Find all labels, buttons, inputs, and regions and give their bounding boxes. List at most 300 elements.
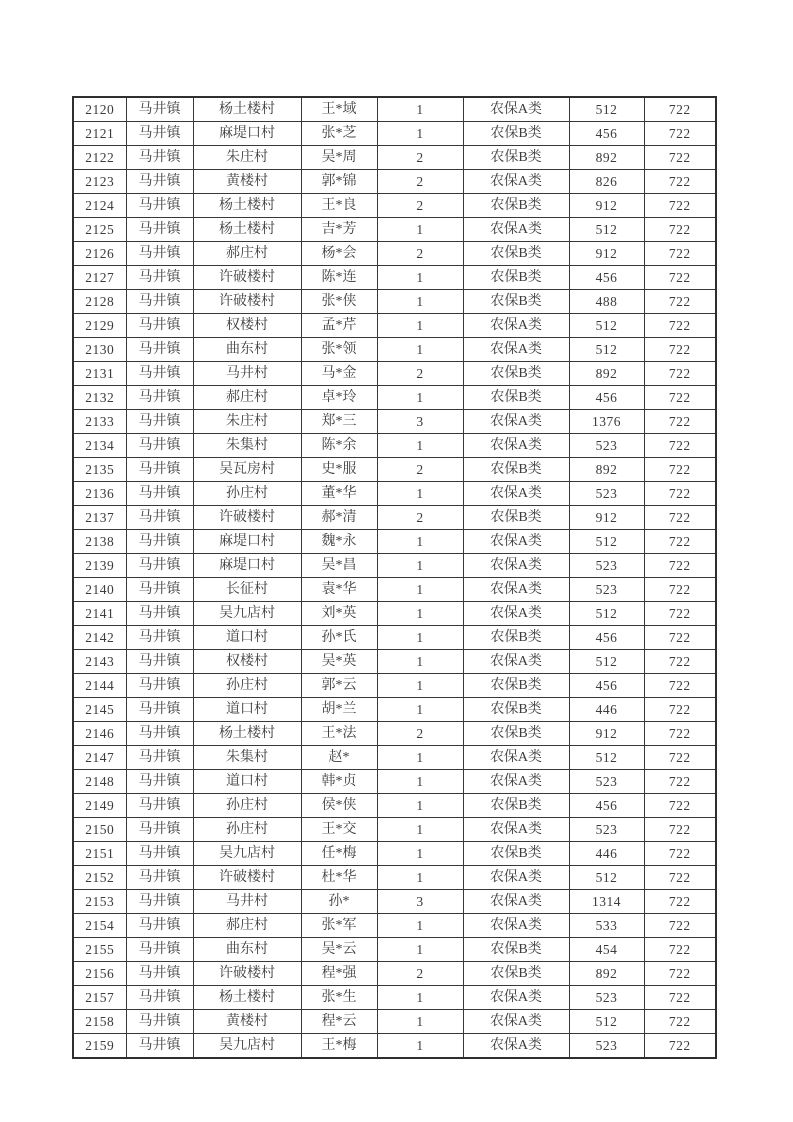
table-row	[73, 194, 716, 218]
table-cell: 1	[377, 818, 463, 842]
table-cell: 马井镇	[126, 266, 193, 290]
table-row	[73, 242, 716, 266]
table-cell: 张*芝	[301, 122, 377, 146]
table-cell: 722	[644, 482, 716, 506]
table-cell: 722	[644, 266, 716, 290]
table-cell: 722	[644, 434, 716, 458]
table-cell: 1	[377, 386, 463, 410]
table-cell: 史*服	[301, 458, 377, 482]
table-cell: 1	[377, 578, 463, 602]
table-cell: 农保A类	[463, 482, 569, 506]
table-row	[73, 674, 716, 698]
table-cell: 吴*昌	[301, 554, 377, 578]
table-cell: 722	[644, 938, 716, 962]
table-cell: 1	[377, 746, 463, 770]
table-cell: 孟*芹	[301, 314, 377, 338]
table-cell: 722	[644, 770, 716, 794]
table-cell: 2	[377, 194, 463, 218]
table-cell: 1	[377, 842, 463, 866]
table-cell: 农保B类	[463, 290, 569, 314]
table-cell: 孙庄村	[193, 818, 301, 842]
table-cell: 2	[377, 722, 463, 746]
table-cell: 2	[377, 962, 463, 986]
table-cell: 2132	[73, 386, 126, 410]
table-cell: 道口村	[193, 626, 301, 650]
table-cell: 1	[377, 266, 463, 290]
table-cell: 农保A类	[463, 530, 569, 554]
table-cell: 892	[569, 458, 644, 482]
table-cell: 454	[569, 938, 644, 962]
table-cell: 1314	[569, 890, 644, 914]
table-cell: 许破楼村	[193, 962, 301, 986]
table-cell: 农保A类	[463, 914, 569, 938]
table-row	[73, 986, 716, 1010]
table-cell: 2141	[73, 602, 126, 626]
table-cell: 农保A类	[463, 434, 569, 458]
table-cell: 许破楼村	[193, 290, 301, 314]
table-cell: 2146	[73, 722, 126, 746]
table-cell: 1	[377, 482, 463, 506]
table-cell: 农保B类	[463, 842, 569, 866]
table-cell: 马井镇	[126, 794, 193, 818]
table-cell: 446	[569, 698, 644, 722]
table-cell: 马井镇	[126, 146, 193, 170]
table-cell: 郭*锦	[301, 170, 377, 194]
table-row	[73, 97, 716, 122]
table-cell: 农保A类	[463, 554, 569, 578]
table-row	[73, 290, 716, 314]
table-cell: 2125	[73, 218, 126, 242]
table-cell: 卓*玲	[301, 386, 377, 410]
table-cell: 马井镇	[126, 986, 193, 1010]
table-row	[73, 218, 716, 242]
table-cell: 马井镇	[126, 218, 193, 242]
table-cell: 722	[644, 914, 716, 938]
table-row	[73, 266, 716, 290]
table-cell: 王*梅	[301, 1034, 377, 1059]
table-cell: 523	[569, 986, 644, 1010]
table-cell: 2157	[73, 986, 126, 1010]
table-cell: 1	[377, 986, 463, 1010]
table-cell: 2145	[73, 698, 126, 722]
table-cell: 王*良	[301, 194, 377, 218]
table-cell: 512	[569, 218, 644, 242]
table-cell: 2127	[73, 266, 126, 290]
table-cell: 吴*英	[301, 650, 377, 674]
table-cell: 2121	[73, 122, 126, 146]
table-cell: 2129	[73, 314, 126, 338]
table-cell: 512	[569, 97, 644, 122]
table-cell: 马井镇	[126, 410, 193, 434]
table-cell: 1	[377, 674, 463, 698]
table-cell: 446	[569, 842, 644, 866]
table-cell: 马井镇	[126, 698, 193, 722]
table-cell: 2	[377, 458, 463, 482]
table-row	[73, 146, 716, 170]
table-cell: 722	[644, 410, 716, 434]
table-cell: 722	[644, 986, 716, 1010]
table-cell: 农保B类	[463, 506, 569, 530]
table-cell: 赵*	[301, 746, 377, 770]
table-cell: 马井镇	[126, 938, 193, 962]
table-cell: 1	[377, 122, 463, 146]
table-cell: 农保B类	[463, 242, 569, 266]
table-cell: 马井镇	[126, 914, 193, 938]
table-cell: 马井镇	[126, 290, 193, 314]
table-cell: 722	[644, 842, 716, 866]
table-row	[73, 602, 716, 626]
table-cell: 456	[569, 674, 644, 698]
table-cell: 533	[569, 914, 644, 938]
table-cell: 1	[377, 866, 463, 890]
table-cell: 2138	[73, 530, 126, 554]
table-cell: 马井镇	[126, 866, 193, 890]
table-cell: 农保B类	[463, 962, 569, 986]
table-cell: 512	[569, 746, 644, 770]
table-cell: 马*金	[301, 362, 377, 386]
table-cell: 农保B类	[463, 146, 569, 170]
table-cell: 722	[644, 578, 716, 602]
table-cell: 麻堤口村	[193, 530, 301, 554]
table-row	[73, 1010, 716, 1034]
table-cell: 道口村	[193, 770, 301, 794]
table-cell: 郝*清	[301, 506, 377, 530]
table-row	[73, 818, 716, 842]
table-cell: 1	[377, 938, 463, 962]
table-cell: 农保A类	[463, 338, 569, 362]
table-cell: 2147	[73, 746, 126, 770]
table-cell: 2149	[73, 794, 126, 818]
table-cell: 侯*侠	[301, 794, 377, 818]
table-cell: 722	[644, 506, 716, 530]
table-cell: 农保B类	[463, 698, 569, 722]
table-row	[73, 938, 716, 962]
table-cell: 马井镇	[126, 746, 193, 770]
table-cell: 吴九店村	[193, 1034, 301, 1059]
table-row	[73, 170, 716, 194]
table-cell: 农保A类	[463, 170, 569, 194]
table-row	[73, 578, 716, 602]
table-cell: 农保A类	[463, 746, 569, 770]
table-cell: 权楼村	[193, 314, 301, 338]
table-cell: 722	[644, 1034, 716, 1059]
table-cell: 512	[569, 1010, 644, 1034]
table-cell: 2151	[73, 842, 126, 866]
table-cell: 722	[644, 890, 716, 914]
table-cell: 农保A类	[463, 866, 569, 890]
table-cell: 2150	[73, 818, 126, 842]
table-row	[73, 482, 716, 506]
table-cell: 张*领	[301, 338, 377, 362]
table-cell: 马井镇	[126, 242, 193, 266]
table-row	[73, 314, 716, 338]
table-cell: 2158	[73, 1010, 126, 1034]
table-cell: 胡*兰	[301, 698, 377, 722]
table-cell: 农保A类	[463, 650, 569, 674]
table-cell: 杨土楼村	[193, 218, 301, 242]
table-cell: 3	[377, 890, 463, 914]
table-cell: 722	[644, 122, 716, 146]
table-cell: 912	[569, 722, 644, 746]
table-cell: 曲东村	[193, 338, 301, 362]
table-cell: 王*域	[301, 97, 377, 122]
table-cell: 农保A类	[463, 818, 569, 842]
table-cell: 1	[377, 554, 463, 578]
table-cell: 农保A类	[463, 97, 569, 122]
table-cell: 农保B类	[463, 674, 569, 698]
table-cell: 2120	[73, 97, 126, 122]
table-cell: 杨*会	[301, 242, 377, 266]
table-row	[73, 650, 716, 674]
table-cell: 马井镇	[126, 554, 193, 578]
table-cell: 2159	[73, 1034, 126, 1059]
table-cell: 1	[377, 338, 463, 362]
table-cell: 王*交	[301, 818, 377, 842]
table-cell: 孙*	[301, 890, 377, 914]
table-cell: 农保B类	[463, 194, 569, 218]
table-cell: 912	[569, 194, 644, 218]
table-cell: 农保A类	[463, 986, 569, 1010]
table-cell: 孙庄村	[193, 482, 301, 506]
table-cell: 1	[377, 602, 463, 626]
table-cell: 吴瓦房村	[193, 458, 301, 482]
table-cell: 农保B类	[463, 626, 569, 650]
table-cell: 马井镇	[126, 314, 193, 338]
table-cell: 722	[644, 1010, 716, 1034]
table-cell: 马井镇	[126, 482, 193, 506]
table-cell: 袁*华	[301, 578, 377, 602]
table-row	[73, 338, 716, 362]
table-cell: 农保B类	[463, 266, 569, 290]
data-table	[72, 96, 717, 1059]
table-cell: 2	[377, 146, 463, 170]
table-cell: 农保A类	[463, 1010, 569, 1034]
table-cell: 1	[377, 434, 463, 458]
table-cell: 722	[644, 290, 716, 314]
table-row	[73, 626, 716, 650]
table-cell: 马井镇	[126, 97, 193, 122]
table-cell: 722	[644, 866, 716, 890]
table-cell: 许破楼村	[193, 266, 301, 290]
table-row	[73, 962, 716, 986]
table-cell: 张*生	[301, 986, 377, 1010]
table-cell: 郭*云	[301, 674, 377, 698]
table-cell: 马井镇	[126, 578, 193, 602]
table-cell: 2144	[73, 674, 126, 698]
table-cell: 826	[569, 170, 644, 194]
table-cell: 刘*英	[301, 602, 377, 626]
table-row	[73, 842, 716, 866]
table-cell: 2126	[73, 242, 126, 266]
table-cell: 2124	[73, 194, 126, 218]
table-cell: 朱集村	[193, 434, 301, 458]
table-cell: 吴*云	[301, 938, 377, 962]
table-cell: 孙庄村	[193, 794, 301, 818]
table-cell: 吴九店村	[193, 602, 301, 626]
table-cell: 吴九店村	[193, 842, 301, 866]
table-cell: 2142	[73, 626, 126, 650]
table-cell: 722	[644, 242, 716, 266]
table-row	[73, 554, 716, 578]
table-cell: 农保B类	[463, 362, 569, 386]
table-cell: 2152	[73, 866, 126, 890]
table-row	[73, 362, 716, 386]
table-cell: 523	[569, 818, 644, 842]
table-cell: 孙庄村	[193, 674, 301, 698]
table-cell: 郑*三	[301, 410, 377, 434]
table-cell: 农保A类	[463, 770, 569, 794]
table-cell: 权楼村	[193, 650, 301, 674]
table-cell: 朱庄村	[193, 410, 301, 434]
table-cell: 456	[569, 626, 644, 650]
table-row	[73, 914, 716, 938]
table-cell: 马井镇	[126, 122, 193, 146]
table-cell: 722	[644, 362, 716, 386]
table-cell: 农保B类	[463, 938, 569, 962]
table-cell: 陈*余	[301, 434, 377, 458]
table-cell: 长征村	[193, 578, 301, 602]
table-cell: 马井镇	[126, 506, 193, 530]
table-cell: 1	[377, 650, 463, 674]
table-cell: 农保A类	[463, 602, 569, 626]
table-cell: 722	[644, 386, 716, 410]
table-cell: 2	[377, 170, 463, 194]
table-cell: 郝庄村	[193, 914, 301, 938]
table-cell: 2131	[73, 362, 126, 386]
table-cell: 523	[569, 770, 644, 794]
table-cell: 722	[644, 698, 716, 722]
table-cell: 912	[569, 506, 644, 530]
table-cell: 2136	[73, 482, 126, 506]
table-cell: 朱庄村	[193, 146, 301, 170]
table-cell: 黄楼村	[193, 170, 301, 194]
table-cell: 722	[644, 554, 716, 578]
table-cell: 农保A类	[463, 410, 569, 434]
table-cell: 1	[377, 530, 463, 554]
table-cell: 912	[569, 242, 644, 266]
table-cell: 农保B类	[463, 122, 569, 146]
table-cell: 朱集村	[193, 746, 301, 770]
table-cell: 722	[644, 218, 716, 242]
table-cell: 722	[644, 194, 716, 218]
table-cell: 马井镇	[126, 842, 193, 866]
table-cell: 杨土楼村	[193, 97, 301, 122]
table-cell: 黄楼村	[193, 1010, 301, 1034]
table-cell: 王*法	[301, 722, 377, 746]
table-cell: 马井村	[193, 362, 301, 386]
table-row	[73, 434, 716, 458]
table-cell: 3	[377, 410, 463, 434]
table-cell: 农保B类	[463, 794, 569, 818]
table-cell: 523	[569, 434, 644, 458]
table-cell: 2153	[73, 890, 126, 914]
table-cell: 陈*连	[301, 266, 377, 290]
table-cell: 892	[569, 962, 644, 986]
table-row	[73, 770, 716, 794]
table-cell: 曲东村	[193, 938, 301, 962]
table-cell: 农保B类	[463, 458, 569, 482]
table-cell: 马井镇	[126, 962, 193, 986]
table-cell: 马井镇	[126, 170, 193, 194]
table-cell: 2139	[73, 554, 126, 578]
table-cell: 马井镇	[126, 626, 193, 650]
table-cell: 2154	[73, 914, 126, 938]
table-cell: 2137	[73, 506, 126, 530]
table-cell: 1	[377, 794, 463, 818]
table-row	[73, 122, 716, 146]
table-body	[73, 97, 716, 1058]
table-row	[73, 458, 716, 482]
table-cell: 2133	[73, 410, 126, 434]
table-cell: 1	[377, 626, 463, 650]
table-cell: 892	[569, 146, 644, 170]
table-cell: 456	[569, 794, 644, 818]
table-cell: 农保A类	[463, 314, 569, 338]
table-cell: 程*云	[301, 1010, 377, 1034]
table-cell: 512	[569, 338, 644, 362]
table-cell: 2134	[73, 434, 126, 458]
table-cell: 722	[644, 97, 716, 122]
table-row	[73, 506, 716, 530]
table-cell: 农保B类	[463, 386, 569, 410]
table-cell: 2130	[73, 338, 126, 362]
table-cell: 吉*芳	[301, 218, 377, 242]
table-cell: 1376	[569, 410, 644, 434]
table-cell: 1	[377, 914, 463, 938]
table-cell: 722	[644, 746, 716, 770]
table-cell: 512	[569, 602, 644, 626]
table-cell: 马井镇	[126, 818, 193, 842]
table-cell: 马井镇	[126, 602, 193, 626]
table-row	[73, 1034, 716, 1059]
table-cell: 马井镇	[126, 1010, 193, 1034]
table-cell: 523	[569, 578, 644, 602]
table-cell: 马井镇	[126, 674, 193, 698]
table-row	[73, 386, 716, 410]
table-cell: 2	[377, 506, 463, 530]
table-cell: 杨土楼村	[193, 986, 301, 1010]
table-cell: 488	[569, 290, 644, 314]
table-cell: 农保A类	[463, 218, 569, 242]
table-cell: 2156	[73, 962, 126, 986]
table-cell: 722	[644, 650, 716, 674]
table-cell: 马井镇	[126, 458, 193, 482]
table-cell: 722	[644, 314, 716, 338]
table-cell: 麻堤口村	[193, 122, 301, 146]
table-cell: 马井镇	[126, 770, 193, 794]
table-cell: 任*梅	[301, 842, 377, 866]
table-row	[73, 746, 716, 770]
table-cell: 麻堤口村	[193, 554, 301, 578]
table-cell: 456	[569, 266, 644, 290]
table-cell: 722	[644, 962, 716, 986]
table-cell: 许破楼村	[193, 506, 301, 530]
table-cell: 1	[377, 97, 463, 122]
table-cell: 2	[377, 242, 463, 266]
table-cell: 456	[569, 386, 644, 410]
table-cell: 马井村	[193, 890, 301, 914]
table-cell: 512	[569, 866, 644, 890]
table-row	[73, 890, 716, 914]
table-cell: 农保A类	[463, 1034, 569, 1059]
table-cell: 523	[569, 1034, 644, 1059]
table-cell: 2155	[73, 938, 126, 962]
table-cell: 722	[644, 170, 716, 194]
table-cell: 许破楼村	[193, 866, 301, 890]
table-cell: 马井镇	[126, 1034, 193, 1059]
table-cell: 杜*华	[301, 866, 377, 890]
table-cell: 马井镇	[126, 650, 193, 674]
